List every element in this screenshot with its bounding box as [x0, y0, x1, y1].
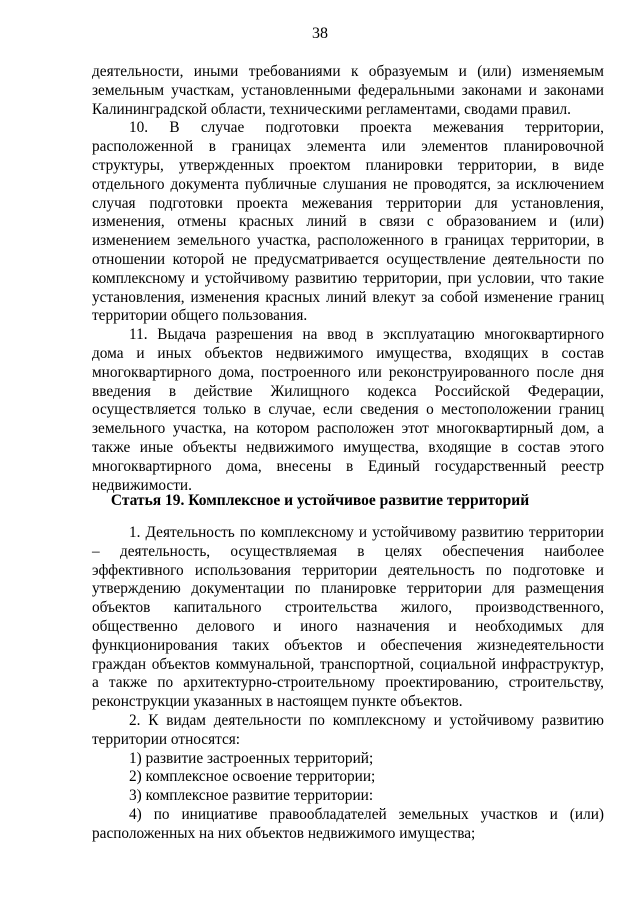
text-line: земельного участка, на котором расположен этот многоквартирный дом, а [92, 420, 604, 438]
list-item-1: 1) развитие застроенных территорий; [129, 749, 374, 767]
text-line: деятельности, иными требованиями к образуемым и (или) изменяемым [92, 63, 604, 80]
text-line: Калининградской области, техническими регламентами, сводами правил. [92, 100, 571, 118]
text-line: введения в действие Жилищного кодекса Российской Федерации, [92, 382, 604, 400]
list-item-4: 4) по инициативе правообладателей земельных участков и (или) [129, 805, 604, 823]
text-line: структуры, утвержденных проектом планировки территории, в виде [92, 156, 604, 174]
text-line: земельным участкам, установленными федеральными законами и законами [92, 81, 604, 99]
text-line: отношении которой не предусматривается осуществление деятельности по [92, 250, 604, 268]
text-line: территории относятся: [92, 730, 241, 748]
list-item-3: 3) комплексное развитие территории: [129, 787, 374, 805]
text-line: многоквартирного дома, построенного или реконструированного после дня [92, 363, 604, 381]
text-line: расположенных на них объектов недвижимого имущества; [92, 824, 476, 842]
article-heading: Статья 19. Комплексное и устойчивое развитие территорий [110, 492, 530, 509]
paragraph-10-start: 10. В случае подготовки проекта межевания территории, [129, 119, 604, 137]
text-line: также иные объекты недвижимого имущества, входящие в состав этого [92, 438, 604, 456]
paragraph-1-start: 1. Деятельность по комплексному и устойчивому развитию территории [129, 524, 604, 541]
text-line: граждан объектов коммунальной, транспортной, социальной инфраструктур, [92, 655, 604, 673]
text-line: утверждению документации по планировке территории для размещения [92, 580, 604, 598]
text-line: эффективного использования территории деятельность по подготовке и [92, 561, 604, 579]
paragraph-11-start: 11. Выдача разрешения на ввод в эксплуатацию многоквартирного [129, 326, 604, 344]
text-line: установления, изменения красных линий влекут за собой изменение границ [92, 288, 604, 306]
text-line: – деятельность, осуществляемая в целях обеспечения наиболее [92, 542, 604, 560]
text-line: случая подготовки проекта межевания территории для установления, [92, 194, 604, 212]
text-line: осуществляется только в случае, если сведения о местоположении границ [92, 401, 604, 419]
paragraph-2-start: 2. К видам деятельности по комплексному и устойчивому развитию [129, 711, 604, 729]
text-line: изменения, отмены красных линий в связи с образованием и (или) [92, 213, 604, 231]
text-block-articles-10-11 [92, 63, 604, 495]
text-line: изменением земельного участка, расположенного в границах территории, в [92, 232, 604, 250]
text-line: отдельного документа публичные слушания не проводятся, за исключением [92, 175, 604, 193]
text-line: общественно делового и иного назначения и необходимых для [92, 617, 604, 635]
text-line: а также по архитектурно-строительному проектированию, строительству, [92, 674, 604, 692]
text-line: дома и иных объектов недвижимого имущества, входящих в состав [92, 344, 604, 362]
text-line: территории общего пользования. [92, 307, 308, 325]
text-line: комплексному и устойчивому развитию территории, при условии, что такие [92, 269, 604, 287]
text-block-article-19 [92, 524, 604, 844]
text-line: объектов капитального строительства жилого, производственного, [92, 599, 604, 617]
text-line: многоквартирного дома, внесены в Единый государственный реестр [92, 457, 604, 475]
text-line: недвижимости. [92, 476, 192, 494]
page-number: 38 [312, 25, 328, 42]
text-line: функционирования таких объектов и обеспечения жизнедеятельности [92, 636, 604, 654]
text-line: реконструкции указанных в настоящем пункте объектов. [92, 693, 463, 711]
list-item-2: 2) комплексное освоение территории; [129, 768, 376, 786]
text-line: расположенной в границах элемента или элементов планировочной [92, 138, 604, 156]
